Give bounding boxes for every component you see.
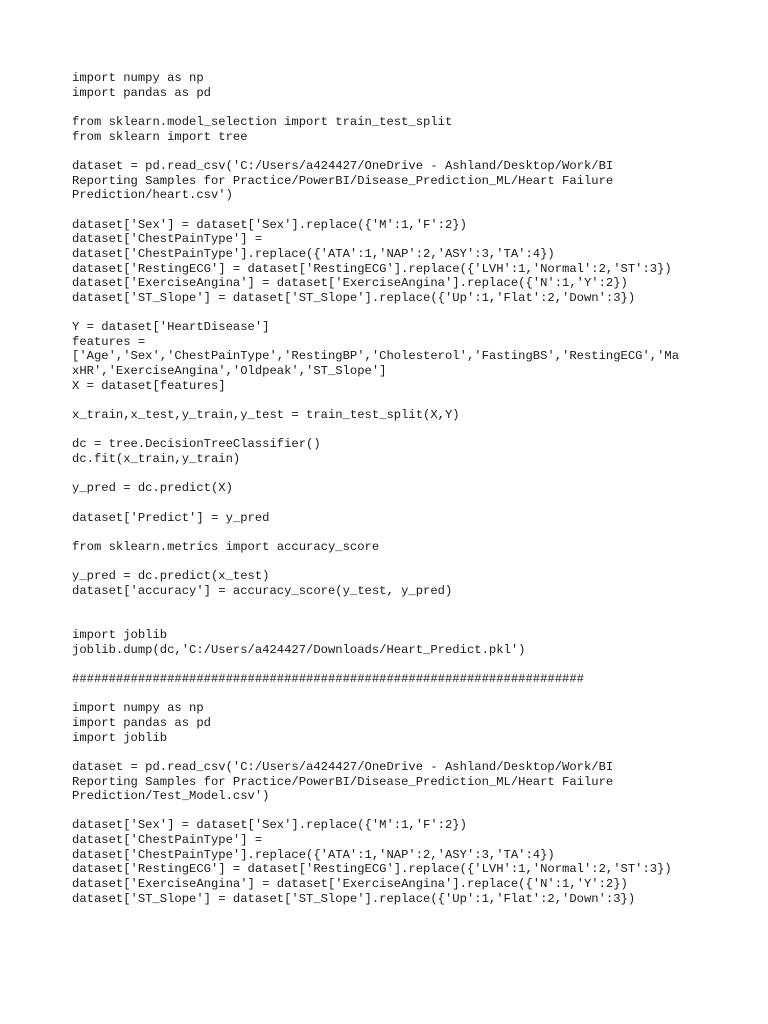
code-line: dc = tree.DecisionTreeClassifier()	[72, 437, 321, 452]
code-line: Reporting Samples for Practice/PowerBI/Disease_Prediction_ML/Heart Failure	[72, 173, 614, 188]
code-line: import joblib	[72, 627, 168, 642]
code-listing	[72, 71, 712, 906]
code-line: import numpy as np	[72, 71, 204, 85]
code-line: x_train,x_test,y_train,y_test = train_test_split(X,Y)	[72, 408, 460, 423]
code-line: import joblib	[72, 730, 168, 745]
code-line	[72, 804, 712, 819]
code-line	[72, 613, 712, 628]
code-line	[72, 496, 712, 511]
code-line: dataset['ExerciseAngina'] = dataset['ExerciseAngina'].replace({'N':1,'Y':2})	[72, 276, 628, 291]
code-line: dataset['ChestPainType'] =	[72, 232, 263, 247]
code-line: dc.fit(x_train,y_train)	[72, 452, 241, 467]
code-line: dataset['ST_Slope'] = dataset['ST_Slope'].replace({'Up':1,'Flat':2,'Down':3})	[72, 290, 636, 305]
code-line: features =	[72, 334, 146, 349]
code-line: import numpy as np	[72, 701, 204, 716]
code-line: dataset = pd.read_csv('C:/Users/a424427/OneDrive - Ashland/Desktop/Work/BI	[72, 158, 614, 173]
code-line	[72, 306, 712, 321]
code-line: import pandas as pd	[72, 715, 211, 730]
code-line: from sklearn.model_selection import train_test_split	[72, 114, 453, 129]
code-line: y_pred = dc.predict(x_test)	[72, 569, 270, 584]
code-line: Y = dataset['HeartDisease']	[72, 320, 270, 335]
code-line	[72, 745, 712, 760]
code-line: dataset['ExerciseAngina'] = dataset['ExerciseAngina'].replace({'N':1,'Y':2})	[72, 877, 628, 892]
code-line: Prediction/Test_Model.csv')	[72, 789, 270, 804]
code-line	[72, 555, 712, 570]
code-line: ######################################################################	[72, 671, 584, 686]
code-line: dataset['ChestPainType'].replace({'ATA':1,'NAP':2,'ASY':3,'TA':4})	[72, 847, 555, 862]
code-line: dataset['ChestPainType'].replace({'ATA':1,'NAP':2,'ASY':3,'TA':4})	[72, 246, 555, 261]
code-line: from sklearn.metrics import accuracy_score	[72, 540, 380, 554]
code-line: dataset['RestingECG'] = dataset['RestingECG'].replace({'LVH':1,'Normal':2,'ST':3})	[72, 862, 672, 877]
code-line	[72, 525, 712, 540]
code-line: dataset['ChestPainType'] =	[72, 833, 263, 848]
code-line: from sklearn import tree	[72, 129, 248, 144]
code-line: dataset['Predict'] = y_pred	[72, 510, 270, 525]
code-line	[72, 393, 712, 408]
code-line: y_pred = dc.predict(X)	[72, 481, 233, 496]
code-line	[72, 687, 712, 702]
code-line: dataset['Sex'] = dataset['Sex'].replace({'M':1,'F':2})	[72, 818, 467, 833]
code-line: dataset['ST_Slope'] = dataset['ST_Slope'].replace({'Up':1,'Flat':2,'Down':3})	[72, 891, 636, 906]
code-line: dataset['RestingECG'] = dataset['RestingECG'].replace({'LVH':1,'Normal':2,'ST':3})	[72, 261, 672, 276]
code-line	[72, 423, 712, 438]
code-line	[72, 100, 712, 115]
code-line: dataset = pd.read_csv('C:/Users/a424427/OneDrive - Ashland/Desktop/Work/BI	[72, 759, 614, 774]
code-line	[72, 657, 712, 672]
code-line: import pandas as pd	[72, 85, 211, 100]
code-line: dataset['Sex'] = dataset['Sex'].replace({'M':1,'F':2})	[72, 217, 467, 232]
code-line: ['Age','Sex','ChestPainType','RestingBP','Cholesterol','FastingBS','RestingECG','Ma	[72, 349, 680, 364]
code-line: Reporting Samples for Practice/PowerBI/Disease_Prediction_ML/Heart Failure	[72, 774, 614, 789]
code-line: dataset['accuracy'] = accuracy_score(y_test, y_pred)	[72, 583, 453, 598]
code-line: xHR','ExerciseAngina','Oldpeak','ST_Slope']	[72, 364, 387, 379]
code-line	[72, 599, 712, 614]
code-line: Prediction/heart.csv')	[72, 188, 233, 203]
code-line	[72, 467, 712, 482]
code-line: X = dataset[features]	[72, 378, 226, 393]
code-line	[72, 203, 712, 218]
code-line: joblib.dump(dc,'C:/Users/a424427/Downloads/Heart_Predict.pkl')	[72, 642, 526, 657]
code-line	[72, 144, 712, 159]
